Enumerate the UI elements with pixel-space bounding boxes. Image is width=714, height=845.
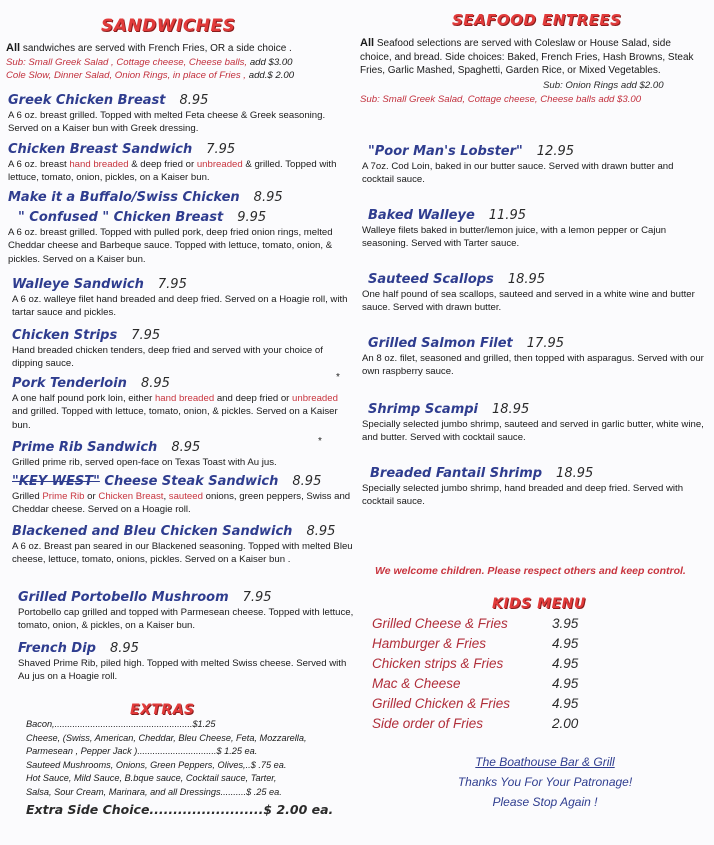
menu-item [12,328,348,371]
kids-item-price: 4.95 [552,656,579,671]
kids-item-name: Grilled Chicken & Fries [372,696,511,711]
menu-item [12,376,348,432]
restaurant-name: The Boathouse Bar & Grill [475,755,615,769]
footer [420,752,670,812]
extras-row: Salsa, Sour Cream, Marinara, and all Dressings..........$ .25 ea. [26,786,282,797]
menu-item [12,440,348,469]
intro-text: sandwiches are served with French Fries, OR a side choice . [20,43,292,54]
menu-item [8,93,348,136]
menu-item [8,190,348,206]
kids-item-price: 4.95 [552,696,579,711]
kids-item [372,696,602,716]
item-desc: Shaved Prime Rib, piled high. Topped with melted Swiss cheese. Served with Au jus on a Hoagie roll. [18,658,347,683]
item-desc: A 6 oz. breast grilled. Topped with pulled pork, deep fried onion rings, melted Cheddar cheese and Barbeque sauce. Topped with lettuce, tomato, onion, & pickles. Served on a Kaiser bun. [8,227,333,265]
kids-item-name: Grilled Cheese & Fries [372,616,508,631]
kids-item-price: 2.00 [552,716,579,731]
item-desc: A 6 oz. Breast pan seared in our Blackened seasoning. Topped with melted Bleu cheese, lettuce, tomato, onions, pickles. Served on a Kaiser bun . [12,541,353,566]
sandwiches-intro [6,42,351,83]
onion-ring-note: Sub: Onion Rings add $2.00 [543,80,664,91]
extra-side-choice: Extra Side Choice........................$ 2.00 ea. [26,801,334,817]
item-price: 7.95 [242,590,272,605]
thanks-message: Thanks You For Your Patronage! [457,775,633,789]
menu-item [362,466,704,509]
menu-item [12,524,356,567]
menu-item [12,474,352,517]
seafood-sub-note: Sub: Small Greek Salad, Cottage cheese, Cheese balls add $3.00 [360,94,642,105]
item-name: Baked Walleye [368,208,475,223]
kids-item [372,616,602,636]
kids-menu-list [372,616,602,736]
item-name: Shrimp Scampi [368,402,479,417]
item-desc: A one half pound pork loin, either hand breaded and deep fried or unbreaded and grilled. Topped with lettuce, tomato, onion, & pickles. Served on a Kaiser bun. [12,393,338,431]
sub-note-2: Cole Slow, Dinner Salad, Onion Rings, in place of Fries , [6,70,246,81]
item-name: " Confused " Chicken Breast [18,210,224,225]
item-price: 11.95 [488,208,526,223]
kids-item-name: Chicken strips & Fries [372,656,504,671]
kids-menu-title: KIDS MENU [492,596,586,612]
kids-item-name: Side order of Fries [372,716,484,731]
item-name: Make it a Buffalo/Swiss Chicken [8,190,240,205]
item-name: Cheese Steak Sandwich [99,474,279,489]
item-price: 18.95 [492,402,530,417]
kids-note: We welcome children. Please respect others and keep control. [375,565,686,577]
menu-item [362,208,704,251]
menu-item [362,336,704,379]
item-desc: An 8 oz. filet, seasoned and grilled, then topped with asparagus. Served with our own raspberry sauce. [362,353,704,378]
item-name-key: "KEY WEST" [12,474,100,489]
extras-row: Hot Sauce, Mild Sauce, B.bque sauce, Cocktail sauce, Tarter, [26,773,277,784]
menu-item [362,144,704,187]
kids-item [372,716,602,736]
item-desc: A 6 oz. breast grilled. Topped with melted Feta cheese & Greek seasoning. Served on a Kaiser bun with Greek dressing. [8,110,326,135]
kids-item-name: Hamburger & Fries [372,636,487,651]
item-name: Blackened and Bleu Chicken Sandwich [12,524,293,539]
item-desc: Portobello cap grilled and topped with Parmesean cheese. Topped with lettuce, tomato, onion, & pickles, on a Kaiser bun. [18,607,354,632]
item-price: 8.95 [292,474,322,489]
item-name: Walleye Sandwich [12,277,144,292]
menu-item [12,277,348,320]
sandwiches-title: SANDWICHES [101,16,236,36]
item-price: 18.95 [507,272,546,287]
sub-note-1: Sub: Small Greek Salad , Cottage cheese, Cheese balls, [6,56,248,68]
item-price: 7.95 [206,142,236,157]
sub-note-2-price: add.$ 2.00 [248,70,295,81]
item-desc: Walleye filets baked in butter/lemon juice, with a lemon pepper or Cajun seasoning. Served with Tarter sauce. [362,225,667,250]
item-price: 7.95 [131,328,161,343]
intro-all: All [6,42,21,54]
item-price: 18.95 [556,466,594,481]
item-desc: A 7oz. Cod Loin, baked in our butter sauce. Served with drawn butter and cocktail sauce. [362,161,674,186]
menu-item [18,641,354,684]
item-price: 8.95 [109,641,139,656]
item-name: Grilled Salmon Filet [368,336,513,351]
extras-row: Parmesean , Pepper Jack )...............................$ 1.25 ea. [26,746,258,757]
item-price: 8.95 [306,524,336,539]
item-price: 8.95 [253,190,283,205]
item-name: Sauteed Scallops [368,272,494,287]
item-price: 12.95 [536,144,574,159]
extras-row: Bacon,......................................................$1.25 [26,719,216,729]
stop-again-message: Please Stop Again ! [492,795,598,809]
kids-item-name: Mac & Cheese [372,676,461,691]
menu-item [362,272,704,315]
item-desc: One half pound of sea scallops, sauteed and served in a white wine and butter sauce. Served with drawn butter. [362,289,695,314]
kids-item [372,676,602,696]
extras-list [26,718,356,817]
extras-row: Sauteed Mushrooms, Onions, Green Peppers, Olives,..$ .75 ea. [26,759,287,770]
item-desc: Specially selected jumbo shrimp, sauteed and served in garlic butter, white wine, and butter. Served with cocktail sauce. [362,419,704,444]
item-name: Greek Chicken Breast [8,93,166,108]
kids-item-price: 4.95 [552,676,579,691]
item-name: Grilled Portobello Mushroom [18,590,229,605]
item-name: "Poor Man's Lobster" [368,144,523,159]
menu-item [362,402,704,445]
kids-item-price: 4.95 [552,636,579,651]
item-name: Prime Rib Sandwich [12,440,158,455]
item-price: 9.95 [237,210,267,225]
item-price: 8.95 [171,440,201,455]
extras-row: Cheese, (Swiss, American, Cheddar, Bleu Cheese, Feta, Mozzarella, [26,732,307,743]
item-name: Chicken Strips [12,328,118,343]
menu-item [8,142,348,185]
kids-item [372,636,602,656]
item-desc: A 6 oz. breast hand breaded & deep fried or unbreaded & grilled. Topped with lettuce, tomato, onion, pickles, on a Kaiser bun. [8,159,337,184]
sub-note-1-price: add $3.00 [249,56,293,68]
kids-item-price: 3.95 [552,616,579,631]
item-price: 17.95 [526,336,564,351]
item-price: 7.95 [157,277,187,292]
item-price: 8.95 [140,376,170,391]
item-desc: Grilled Prime Rib or Chicken Breast, sauteed onions, green peppers, Swiss and Cheddar cheese. Served on a Hoagie roll. [12,491,351,516]
menu-item [8,210,351,266]
item-name: Chicken Breast Sandwich [8,142,193,157]
item-price: 8.95 [179,93,209,108]
extras-title: EXTRAS [130,702,195,718]
item-name: French Dip [18,641,96,656]
seafood-title: SEAFOOD ENTREES [452,11,622,29]
item-desc: A 6 oz. walleye filet hand breaded and deep fried. Served on a Hoagie roll, with tartar sauce and pickles. [12,294,348,319]
item-desc: Specially selected jumbo shrimp, hand breaded and deep fried. Served with cocktail sauce. [362,483,684,508]
item-desc: Grilled prime rib, served open-face on Texas Toast with Au jus. [12,457,277,468]
item-name: Breaded Fantail Shrimp [370,466,543,481]
star-mark: * [318,436,322,447]
item-desc: Hand breaded chicken tenders, deep fried and served with your choice of dipping sauce. [12,345,323,370]
seafood-intro: All Seafood selections are served with Coleslaw or House Salad, side choice, and bread. Side choices: Baked, French Fries, Hash Browns, Steak Fries, Garlic Mashed, Spaghetti, Garden Rice, or Mixed Vegetables. [360,37,694,76]
item-name: Pork Tenderloin [12,376,127,391]
kids-item [372,656,602,676]
star-mark: * [336,372,340,383]
menu-item [18,590,354,633]
